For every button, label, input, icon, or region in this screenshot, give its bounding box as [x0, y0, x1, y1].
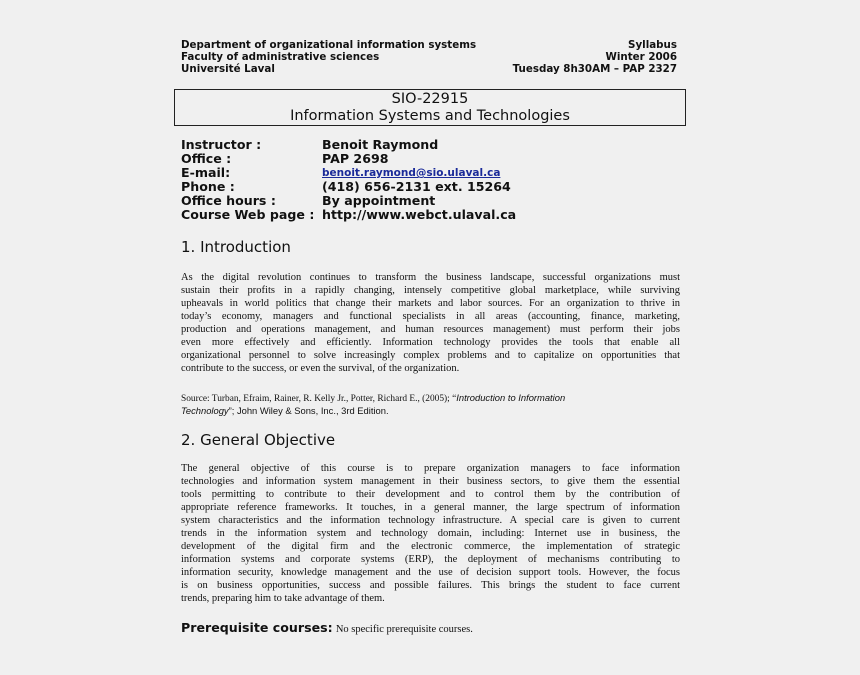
paragraph-line: contribute to the success, or even the survival, of the organization. [181, 362, 460, 374]
office-label: Office : [181, 151, 232, 166]
paragraph-line: production and operations management, and human resources management) must perform their jobs [181, 323, 680, 335]
general-objective-paragraph [181, 463, 680, 605]
introduction-heading: 1. Introduction [181, 238, 291, 256]
header-term: Winter 2006 [605, 50, 677, 63]
source-citation: Source: Turban, Efraim, Rainer, R. Kelly Jr., Potter, Richard E., (2005); “Introduction to Information Technology”; John Wiley & Sons, Inc., 3rd Edition. [181, 392, 566, 416]
web-page-value: http://www.webct.ulaval.ca [322, 207, 517, 222]
paragraph-line: The general objective of this course is to prepare organization managers to face information [181, 463, 680, 474]
header-doc-type: Syllabus [628, 39, 677, 51]
course-info [181, 138, 516, 222]
office-value: PAP 2698 [322, 151, 389, 166]
header-department: Department of organizational information systems [181, 39, 477, 51]
source-book-title-cont: Technology [181, 405, 229, 416]
paragraph-line: system characteristics and the information technology infrastructure. A special care is given to current [181, 514, 680, 526]
paragraph-line: trends in the information system and technology domain, including: Internet use in business, the [181, 527, 680, 539]
paragraph-line: As the digital revolution continues to transform the business landscape, successful organizations must [181, 272, 680, 283]
introduction-paragraph [181, 272, 680, 376]
course-code: SIO-22915 [391, 91, 469, 107]
paragraph-line: information security, knowledge management and the use of decision support tools. However, the focus [181, 566, 680, 578]
header-university: Université Laval [181, 62, 275, 75]
source-book-title: Introduction to Information [456, 392, 566, 403]
paragraph-line: is on business opportunities, success and possible failures. This brings the student to face current [181, 579, 680, 591]
paragraph-line: information systems and corporate systems (ERP), the deployment of mechanisms contributing to [181, 553, 680, 565]
office-hours-label: Office hours : [181, 193, 276, 208]
instructor-label: Instructor : [181, 137, 262, 152]
paragraph-line: trends, preparing him to take advantage of them. [181, 592, 385, 604]
paragraph-line: technologies and information system management in their business sectors, to give them the essential [181, 475, 680, 487]
paragraph-line: appropriate reference frameworks. It touches, in a general manner, the large spectrum of information [181, 501, 680, 513]
instructor-value: Benoit Raymond [322, 137, 439, 152]
header-faculty: Faculty of administrative sciences [181, 50, 380, 63]
email-link[interactable]: benoit.raymond@sio.ulaval.ca [322, 167, 501, 179]
paragraph-line: organizational personnel to solve increasingly complex problems and to capitalize on opportunities that [181, 349, 680, 361]
paragraph-line: development of the digital firm and the electronic commerce, the implementation of strategic [181, 540, 680, 552]
phone-label: Phone : [181, 179, 235, 194]
header-schedule: Tuesday 8h30AM – PAP 2327 [512, 62, 677, 75]
course-name: Information Systems and Technologies [290, 108, 570, 124]
prerequisites-label: Prerequisite courses: [181, 620, 333, 635]
prerequisites-text: No specific prerequisite courses. [335, 624, 473, 635]
paragraph-line: sustain their profits in a rapidly changing, intensely competitive global marketplace, while surviving [181, 284, 680, 296]
paragraph-line: upheavals in world politics that change their markets and labor sources. For an organization to thrive in [181, 297, 680, 309]
paragraph-line: today’s economy, managers and functional specialists in all areas (accounting, finance, marketing, [181, 310, 680, 322]
web-page-label: Course Web page : [181, 207, 315, 222]
general-objective-heading: 2. General Objective [181, 431, 336, 449]
phone-value: (418) 656-2131 ext. 15264 [322, 179, 511, 194]
office-hours-value: By appointment [322, 193, 436, 208]
paragraph-line: even more effectively and efficiently. Information technology provides the tools that enable all [181, 336, 680, 348]
course-title-box [174, 89, 686, 126]
document-header [181, 40, 677, 75]
prerequisites [181, 620, 473, 636]
paragraph-line: tools permitting to contribute to their development and to control them by the contribution of [181, 488, 680, 500]
email-label: E-mail: [181, 165, 231, 180]
